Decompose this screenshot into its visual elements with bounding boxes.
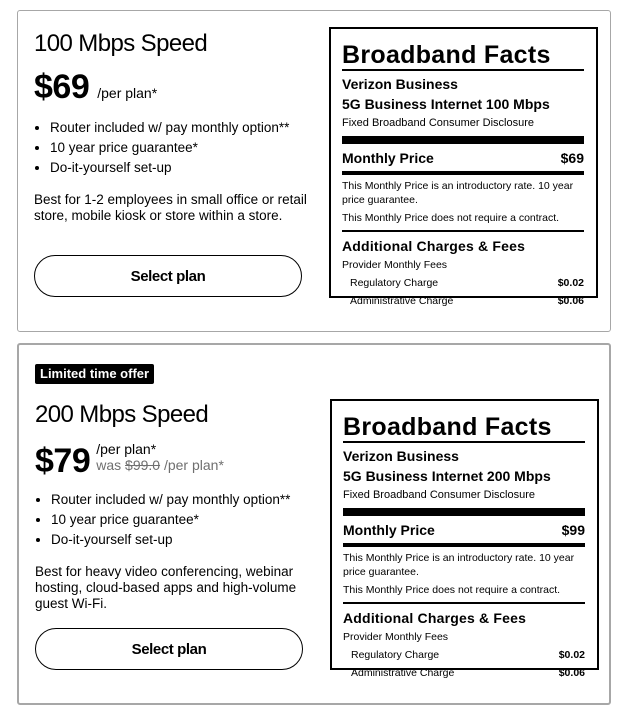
facts-provider: Verizon Business	[342, 76, 458, 92]
fee-amount: $0.02	[557, 277, 584, 289]
feature-item: • 10 year price guarantee*	[50, 138, 289, 158]
monthly-price-row	[343, 521, 585, 539]
plan-card-200	[17, 343, 611, 705]
facts-divider-thin	[342, 230, 584, 232]
facts-title: Broadband Facts	[343, 413, 585, 443]
plan-speed: 200 Mbps Speed	[35, 401, 209, 428]
additional-charges-heading: Additional Charges & Fees	[342, 238, 526, 254]
plan-price-row	[35, 441, 224, 479]
facts-disclosure: Fixed Broadband Consumer Disclosure	[342, 117, 534, 129]
facts-title: Broadband Facts	[342, 41, 584, 71]
feature-item: • Do-it-yourself set-up	[50, 158, 289, 178]
provider-fees-label: Provider Monthly Fees	[342, 259, 448, 271]
plan-description: Best for 1-2 employees in small office or retail store, mobile kiosk or store within a store.	[34, 192, 307, 223]
fee-row	[343, 648, 585, 662]
plan-price: $69	[34, 68, 90, 106]
select-plan-button[interactable]: Select plan	[34, 255, 302, 297]
additional-charges-heading: Additional Charges & Fees	[343, 610, 527, 626]
plan-price-detail	[96, 441, 224, 473]
feature-item: • Router included w/ pay monthly option**	[51, 490, 290, 510]
plan-per-label: /per plan*	[96, 441, 157, 457]
facts-divider-thick	[342, 136, 584, 144]
plan-per-label: /per plan*	[97, 85, 158, 101]
feature-item: • 10 year price guarantee*	[51, 510, 290, 530]
feature-list	[35, 490, 290, 550]
feature-list	[34, 118, 289, 178]
fee-label: Administrative Charge	[350, 295, 454, 307]
plan-card-100	[17, 10, 611, 332]
facts-product: 5G Business Internet 200 Mbps	[343, 468, 551, 484]
facts-note-intro: This Monthly Price is an introductory rate. 10 year price guarantee.	[342, 180, 574, 206]
provider-fees-label: Provider Monthly Fees	[343, 631, 449, 643]
limited-offer-badge: Limited time offer	[35, 364, 154, 384]
plan-price-row	[34, 69, 157, 105]
was-label: was	[96, 457, 122, 473]
facts-divider-medium	[343, 543, 585, 547]
fee-amount: $0.02	[558, 649, 585, 661]
fee-amount: $0.06	[558, 667, 585, 679]
facts-disclosure: Fixed Broadband Consumer Disclosure	[343, 489, 535, 501]
fee-label: Administrative Charge	[351, 667, 455, 679]
fee-label: Regulatory Charge	[351, 649, 440, 661]
plan-description: Best for heavy video conferencing, webinar hosting, cloud-based apps and high-volume guest Wi-Fi.	[35, 564, 297, 611]
facts-note-contract: This Monthly Price does not require a contract.	[343, 584, 561, 596]
feature-item: • Router included w/ pay monthly option**	[50, 118, 289, 138]
plan-price: $79	[35, 442, 91, 480]
facts-note-contract: This Monthly Price does not require a contract.	[342, 212, 560, 224]
facts-provider: Verizon Business	[343, 448, 459, 464]
monthly-price-row	[342, 149, 584, 167]
fee-row	[342, 276, 584, 290]
fee-row	[343, 666, 585, 680]
was-price-line	[96, 457, 224, 473]
facts-divider-thin	[343, 602, 585, 604]
was-suffix: /per plan*	[163, 457, 224, 473]
was-price: $99.0	[125, 457, 161, 473]
feature-item: • Do-it-yourself set-up	[51, 530, 290, 550]
broadband-facts-label[interactable]	[329, 27, 598, 307]
fee-amount: $0.06	[557, 295, 584, 307]
broadband-facts-label[interactable]	[330, 399, 599, 679]
fee-row	[342, 294, 584, 308]
monthly-price-value: $69	[560, 150, 584, 166]
plan-speed: 100 Mbps Speed	[34, 30, 208, 57]
facts-divider-thick	[343, 508, 585, 516]
monthly-price-label: Monthly Price	[343, 522, 435, 538]
select-plan-button[interactable]: Select plan	[35, 628, 303, 670]
monthly-price-label: Monthly Price	[342, 150, 434, 166]
fee-label: Regulatory Charge	[350, 277, 439, 289]
facts-product: 5G Business Internet 100 Mbps	[342, 96, 550, 112]
facts-note-intro: This Monthly Price is an introductory rate. 10 year price guarantee.	[343, 552, 575, 578]
facts-divider-medium	[342, 171, 584, 175]
monthly-price-value: $99	[561, 522, 585, 538]
